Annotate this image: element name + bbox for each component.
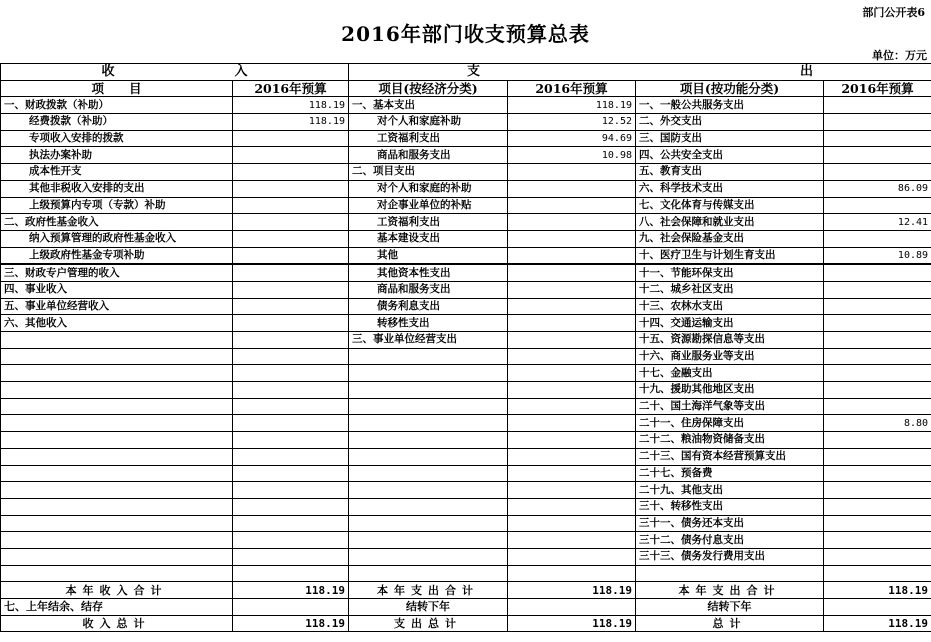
income-value-cell xyxy=(233,382,349,399)
func-value-cell xyxy=(824,565,931,582)
econ-value-cell xyxy=(508,298,636,315)
func-value-cell xyxy=(824,532,931,549)
table-row xyxy=(1,130,931,147)
func-value-cell xyxy=(824,130,931,147)
func-item-cell: 十六、商业服务业等支出 xyxy=(636,348,824,365)
year-income-value: 118.19 xyxy=(233,582,349,599)
table-row xyxy=(1,415,931,432)
table-row xyxy=(1,264,931,281)
income-item-cell: 纳入预算管理的政府性基金收入 xyxy=(1,230,233,247)
econ-item-cell xyxy=(349,548,508,565)
income-value-cell xyxy=(233,348,349,365)
func-value-cell xyxy=(824,365,931,382)
func-value-cell: 10.89 xyxy=(824,247,931,264)
func-value-cell xyxy=(824,147,931,164)
table-row xyxy=(1,448,931,465)
func-item-cell: 二十二、粮油物资储备支出 xyxy=(636,432,824,449)
econ-item-cell xyxy=(349,348,508,365)
table-row xyxy=(1,214,931,231)
table-row xyxy=(1,515,931,532)
income-item-cell: 专项收入安排的拨款 xyxy=(1,130,233,147)
table-row xyxy=(1,398,931,415)
econ-value-cell xyxy=(508,264,636,281)
table-row xyxy=(1,532,931,549)
econ-item-cell xyxy=(349,415,508,432)
grand-expense-func-label: 总计 xyxy=(636,615,824,632)
func-item-cell: 三十二、债务付息支出 xyxy=(636,532,824,549)
table-row xyxy=(1,565,931,582)
table-row xyxy=(1,114,931,131)
carry-out-econ-label: 结转下年 xyxy=(349,599,508,616)
econ-item-cell: 对个人和家庭补助 xyxy=(349,114,508,131)
func-value-cell xyxy=(824,398,931,415)
carry-row xyxy=(1,599,931,616)
func-item-cell: 十三、农林水支出 xyxy=(636,298,824,315)
year-expense-econ-label: 本年支出合计 xyxy=(349,582,508,599)
carry-in-label: 七、上年结余、结存 xyxy=(1,599,233,616)
econ-item-cell xyxy=(349,365,508,382)
func-item-cell: 十一、节能环保支出 xyxy=(636,264,824,281)
func-item-cell: 二十一、住房保障支出 xyxy=(636,415,824,432)
income-item-cell: 三、财政专户管理的收入 xyxy=(1,264,233,281)
econ-item-cell: 工资福利支出 xyxy=(349,130,508,147)
income-value-cell xyxy=(233,515,349,532)
func-item-cell: 二十、国土海洋气象等支出 xyxy=(636,398,824,415)
income-value-cell xyxy=(233,130,349,147)
func-value-cell xyxy=(824,164,931,181)
income-value-cell xyxy=(233,498,349,515)
table-row xyxy=(1,548,931,565)
header-row-2 xyxy=(1,80,931,97)
table-row xyxy=(1,348,931,365)
func-value-cell xyxy=(824,448,931,465)
col-item-header: 项 目 xyxy=(1,80,233,97)
income-header: 收 入 xyxy=(1,64,349,81)
econ-value-cell xyxy=(508,548,636,565)
table-row xyxy=(1,147,931,164)
income-item-cell: 六、其他收入 xyxy=(1,315,233,332)
col-budget-header: 2016年预算 xyxy=(233,80,349,97)
income-value-cell: 118.19 xyxy=(233,114,349,131)
econ-item-cell: 债务利息支出 xyxy=(349,298,508,315)
table-row xyxy=(1,498,931,515)
budget-table xyxy=(0,63,931,632)
econ-value-cell xyxy=(508,315,636,332)
income-value-cell xyxy=(233,164,349,181)
income-item-cell xyxy=(1,382,233,399)
func-item-cell: 二十七、预备费 xyxy=(636,465,824,482)
income-item-cell xyxy=(1,398,233,415)
table-row xyxy=(1,298,931,315)
table-row xyxy=(1,465,931,482)
year-expense-func-label: 本年支出合计 xyxy=(636,582,824,599)
income-value-cell xyxy=(233,565,349,582)
table-row xyxy=(1,247,931,264)
income-item-cell xyxy=(1,498,233,515)
income-item-cell: 五、事业单位经营收入 xyxy=(1,298,233,315)
func-value-cell xyxy=(824,230,931,247)
econ-value-cell: 10.98 xyxy=(508,147,636,164)
income-item-cell xyxy=(1,565,233,582)
grand-expense-econ-value: 118.19 xyxy=(508,615,636,632)
income-item-cell: 上级政府性基金专项补助 xyxy=(1,247,233,264)
table-row xyxy=(1,315,931,332)
econ-value-cell xyxy=(508,348,636,365)
income-item-cell: 二、政府性基金收入 xyxy=(1,214,233,231)
year-total-row xyxy=(1,582,931,599)
func-item-cell: 十七、金融支出 xyxy=(636,365,824,382)
func-value-cell: 86.09 xyxy=(824,180,931,197)
table-row xyxy=(1,164,931,181)
income-value-cell xyxy=(233,147,349,164)
col-budget3-header: 2016年预算 xyxy=(824,80,931,97)
func-value-cell xyxy=(824,298,931,315)
econ-value-cell xyxy=(508,532,636,549)
econ-item-cell xyxy=(349,448,508,465)
econ-value-cell xyxy=(508,164,636,181)
income-value-cell xyxy=(233,230,349,247)
func-item-cell: 二、外交支出 xyxy=(636,114,824,131)
income-value-cell xyxy=(233,432,349,449)
income-item-cell xyxy=(1,415,233,432)
econ-value-cell xyxy=(508,281,636,298)
econ-item-cell: 二、项目支出 xyxy=(349,164,508,181)
econ-value-cell xyxy=(508,398,636,415)
income-value-cell xyxy=(233,482,349,499)
col-func-header: 项目(按功能分类) xyxy=(636,80,824,97)
func-value-cell xyxy=(824,382,931,399)
func-item-cell: 二十九、其他支出 xyxy=(636,482,824,499)
econ-value-cell xyxy=(508,448,636,465)
func-item-cell: 三十三、债务发行费用支出 xyxy=(636,548,824,565)
econ-item-cell xyxy=(349,565,508,582)
income-item-cell xyxy=(1,332,233,349)
econ-item-cell: 基本建设支出 xyxy=(349,230,508,247)
table-row xyxy=(1,197,931,214)
header-row-1 xyxy=(1,64,931,81)
form-number: 部门公开表6 xyxy=(862,6,925,19)
func-value-cell xyxy=(824,515,931,532)
econ-item-cell xyxy=(349,382,508,399)
econ-value-cell xyxy=(508,382,636,399)
econ-value-cell: 12.52 xyxy=(508,114,636,131)
unit-label: 单位：万元 xyxy=(872,49,927,62)
income-item-cell xyxy=(1,365,233,382)
income-value-cell xyxy=(233,315,349,332)
func-value-cell xyxy=(824,197,931,214)
table-row xyxy=(1,281,931,298)
income-item-cell xyxy=(1,432,233,449)
table-row xyxy=(1,230,931,247)
income-item-cell: 执法办案补助 xyxy=(1,147,233,164)
table-row xyxy=(1,482,931,499)
income-item-cell: 其他非税收入安排的支出 xyxy=(1,180,233,197)
econ-item-cell: 转移性支出 xyxy=(349,315,508,332)
econ-item-cell: 商品和服务支出 xyxy=(349,281,508,298)
econ-item-cell xyxy=(349,498,508,515)
econ-item-cell xyxy=(349,515,508,532)
table-row xyxy=(1,97,931,114)
grand-expense-econ-label: 支出总计 xyxy=(349,615,508,632)
econ-item-cell: 工资福利支出 xyxy=(349,214,508,231)
func-value-cell xyxy=(824,332,931,349)
func-item-cell: 三十、转移性支出 xyxy=(636,498,824,515)
income-value-cell xyxy=(233,448,349,465)
econ-value-cell xyxy=(508,515,636,532)
income-item-cell xyxy=(1,348,233,365)
func-item-cell: 十、医疗卫生与计划生育支出 xyxy=(636,247,824,264)
func-value-cell: 12.41 xyxy=(824,214,931,231)
func-value-cell xyxy=(824,264,931,281)
table-row xyxy=(1,432,931,449)
econ-item-cell: 其他 xyxy=(349,247,508,264)
grand-income-value: 118.19 xyxy=(233,615,349,632)
income-value-cell xyxy=(233,532,349,549)
table-row xyxy=(1,382,931,399)
econ-item-cell xyxy=(349,432,508,449)
table-row xyxy=(1,332,931,349)
econ-value-cell xyxy=(508,230,636,247)
grand-income-label: 收入总计 xyxy=(1,615,233,632)
income-item-cell xyxy=(1,448,233,465)
year-income-label: 本年收入合计 xyxy=(1,582,233,599)
econ-value-cell xyxy=(508,247,636,264)
income-value-cell xyxy=(233,264,349,281)
income-item-cell xyxy=(1,515,233,532)
income-item-cell xyxy=(1,465,233,482)
col-budget2-header: 2016年预算 xyxy=(508,80,636,97)
year-expense-func-value: 118.19 xyxy=(824,582,931,599)
carry-out-func-label: 结转下年 xyxy=(636,599,824,616)
func-item-cell: 四、公共安全支出 xyxy=(636,147,824,164)
func-value-cell xyxy=(824,315,931,332)
carry-out-econ-value xyxy=(508,599,636,616)
income-value-cell xyxy=(233,247,349,264)
income-item-cell: 经费拨款（补助） xyxy=(1,114,233,131)
econ-value-cell xyxy=(508,482,636,499)
income-value-cell xyxy=(233,281,349,298)
page-title: 2016年部门收支预算总表 xyxy=(341,22,590,46)
expense-header: 支 出 xyxy=(349,64,931,81)
func-value-cell xyxy=(824,432,931,449)
grand-expense-func-value: 118.19 xyxy=(824,615,931,632)
income-item-cell xyxy=(1,482,233,499)
func-item-cell: 一、一般公共服务支出 xyxy=(636,97,824,114)
income-value-cell xyxy=(233,398,349,415)
econ-value-cell xyxy=(508,415,636,432)
income-value-cell xyxy=(233,214,349,231)
econ-item-cell: 三、事业单位经营支出 xyxy=(349,332,508,349)
func-item-cell: 二十三、国有资本经营预算支出 xyxy=(636,448,824,465)
income-value-cell xyxy=(233,180,349,197)
func-item-cell: 三十一、债务还本支出 xyxy=(636,515,824,532)
grand-total-row xyxy=(1,615,931,632)
income-item-cell: 四、事业收入 xyxy=(1,281,233,298)
econ-item-cell xyxy=(349,532,508,549)
econ-item-cell: 对企事业单位的补贴 xyxy=(349,197,508,214)
func-value-cell xyxy=(824,465,931,482)
econ-value-cell xyxy=(508,180,636,197)
income-value-cell xyxy=(233,197,349,214)
econ-item-cell xyxy=(349,398,508,415)
func-value-cell xyxy=(824,281,931,298)
income-value-cell xyxy=(233,365,349,382)
func-item-cell: 十四、交通运输支出 xyxy=(636,315,824,332)
func-value-cell xyxy=(824,548,931,565)
income-value-cell xyxy=(233,548,349,565)
income-value-cell xyxy=(233,332,349,349)
col-econ-header: 项目(按经济分类) xyxy=(349,80,508,97)
econ-item-cell xyxy=(349,465,508,482)
func-item-cell xyxy=(636,565,824,582)
func-value-cell: 8.80 xyxy=(824,415,931,432)
econ-value-cell: 94.69 xyxy=(508,130,636,147)
func-value-cell xyxy=(824,114,931,131)
econ-value-cell xyxy=(508,365,636,382)
econ-value-cell xyxy=(508,565,636,582)
econ-item-cell: 其他资本性支出 xyxy=(349,264,508,281)
func-item-cell: 十二、城乡社区支出 xyxy=(636,281,824,298)
func-value-cell xyxy=(824,482,931,499)
func-item-cell: 十五、资源勘探信息等支出 xyxy=(636,332,824,349)
income-item-cell xyxy=(1,548,233,565)
carry-in-value xyxy=(233,599,349,616)
func-value-cell xyxy=(824,348,931,365)
func-item-cell: 七、文化体育与传媒支出 xyxy=(636,197,824,214)
func-item-cell: 三、国防支出 xyxy=(636,130,824,147)
func-value-cell xyxy=(824,97,931,114)
econ-item-cell: 一、基本支出 xyxy=(349,97,508,114)
econ-item-cell: 商品和服务支出 xyxy=(349,147,508,164)
func-item-cell: 六、科学技术支出 xyxy=(636,180,824,197)
income-item-cell xyxy=(1,532,233,549)
income-value-cell xyxy=(233,298,349,315)
income-item-cell: 上级预算内专项（专款）补助 xyxy=(1,197,233,214)
income-value-cell xyxy=(233,415,349,432)
econ-item-cell: 对个人和家庭的补助 xyxy=(349,180,508,197)
func-item-cell: 八、社会保障和就业支出 xyxy=(636,214,824,231)
econ-value-cell xyxy=(508,197,636,214)
econ-value-cell xyxy=(508,332,636,349)
func-value-cell xyxy=(824,498,931,515)
func-item-cell: 九、社会保险基金支出 xyxy=(636,230,824,247)
econ-value-cell xyxy=(508,214,636,231)
carry-out-func-value xyxy=(824,599,931,616)
income-value-cell: 118.19 xyxy=(233,97,349,114)
econ-value-cell xyxy=(508,432,636,449)
table-row xyxy=(1,180,931,197)
income-value-cell xyxy=(233,465,349,482)
func-item-cell: 五、教育支出 xyxy=(636,164,824,181)
econ-value-cell: 118.19 xyxy=(508,97,636,114)
income-item-cell: 成本性开支 xyxy=(1,164,233,181)
econ-value-cell xyxy=(508,498,636,515)
func-item-cell: 十九、援助其他地区支出 xyxy=(636,382,824,399)
econ-value-cell xyxy=(508,465,636,482)
econ-item-cell xyxy=(349,482,508,499)
income-item-cell: 一、财政拨款（补助） xyxy=(1,97,233,114)
table-row xyxy=(1,365,931,382)
year-expense-econ-value: 118.19 xyxy=(508,582,636,599)
